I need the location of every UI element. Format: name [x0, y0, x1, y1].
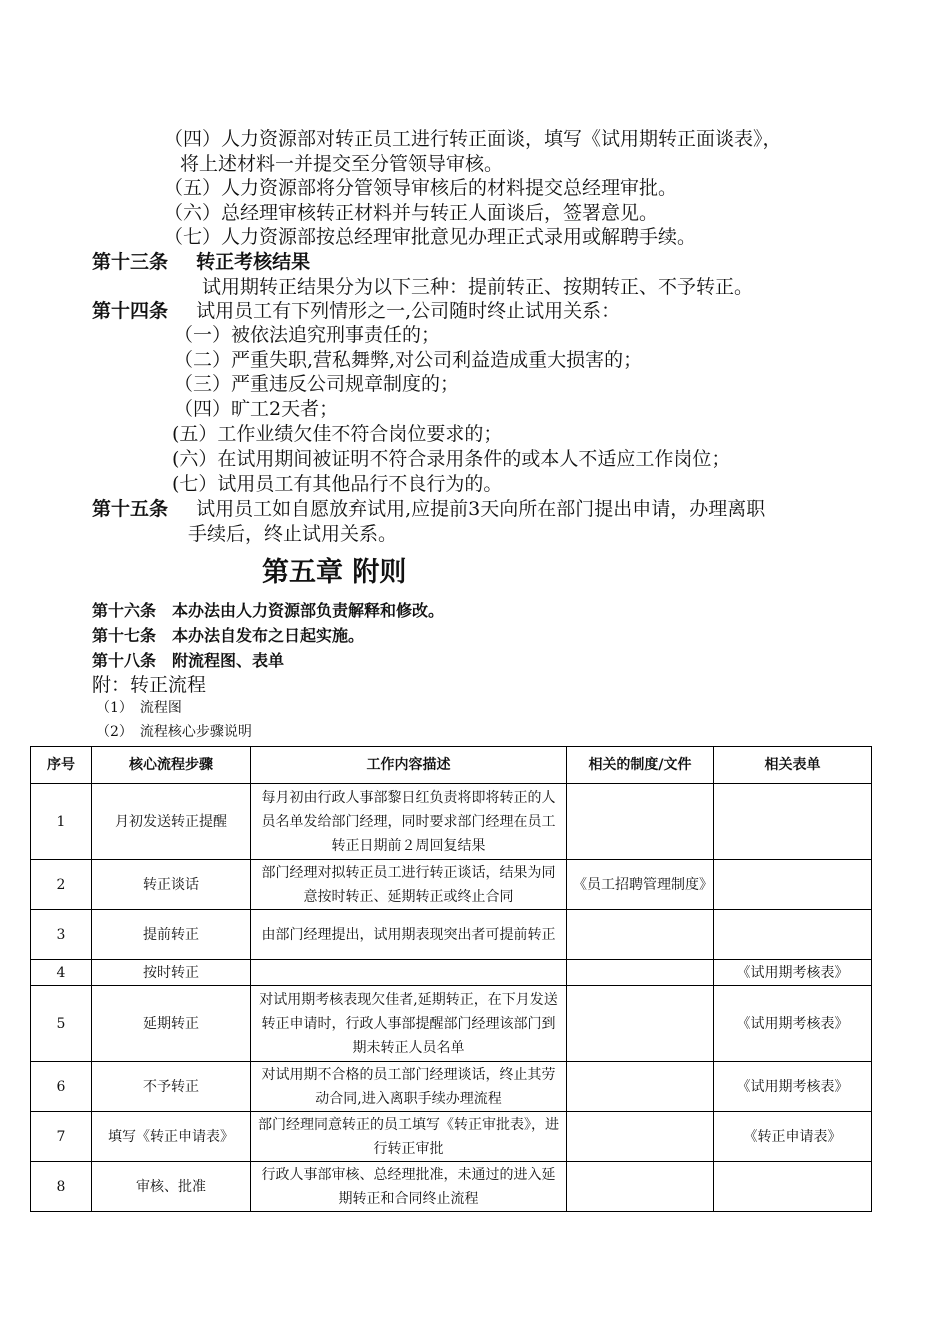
article-13-body: 试用期转正结果分为以下三种：提前转正、按期转正、不予转正。 — [202, 276, 754, 298]
cell-desc: 行政人事部审核、总经理批准，未通过的进入延期转正和合同终止流程 — [251, 1162, 567, 1212]
cell-step: 按时转正 — [92, 960, 251, 986]
article-13-number: 第十三条 — [92, 251, 169, 273]
cell-no: 6 — [31, 1062, 92, 1112]
header-doc: 相关的制度/文件 — [567, 747, 714, 784]
cell-no: 8 — [31, 1162, 92, 1212]
cell-desc: 每月初由行政人事部黎日红负责将即将转正的人员名单发给部门经理，同时要求部门经理在员工转正日期前２周回复结果 — [251, 784, 567, 860]
table-row — [31, 860, 872, 910]
cell-step: 填写《转正申请表》 — [92, 1112, 251, 1162]
clause-4-line2: 将上述材料一并提交至分管领导审核。 — [180, 153, 504, 175]
cell-doc — [567, 910, 714, 960]
cell-doc — [567, 1162, 714, 1212]
cell-doc — [567, 784, 714, 860]
cell-form — [714, 860, 872, 910]
article-18: 第十八条 附流程图、表单 — [92, 651, 285, 670]
article-14-item-4: （四）旷工2天者； — [174, 398, 339, 420]
article-14-heading — [92, 299, 620, 323]
cell-desc: 部门经理同意转正的员工填写《转正审批表》，进行转正审批 — [251, 1112, 567, 1162]
cell-doc — [567, 986, 714, 1062]
cell-no: 2 — [31, 860, 92, 910]
appendix-sub-2: （2） 流程核心步骤说明 — [96, 724, 252, 740]
cell-form: 《试用期考核表》 — [714, 960, 872, 986]
appendix-sub-1: （1） 流程图 — [96, 700, 182, 716]
cell-no: 5 — [31, 986, 92, 1062]
cell-no: 7 — [31, 1112, 92, 1162]
chapter-heading: 第五章 附则 — [262, 557, 407, 588]
article-14-item-5: (五）工作业绩欠佳不符合岗位要求的； — [172, 423, 503, 445]
article-14-text: 试用员工有下列情形之一,公司随时终止试用关系： — [196, 300, 621, 322]
article-16: 第十六条 本办法由人力资源部负责解释和修改。 — [92, 601, 445, 620]
header-form: 相关表单 — [714, 747, 872, 784]
article-13-heading — [92, 250, 310, 274]
cell-form — [714, 910, 872, 960]
article-14-item-7: (七）试用员工有其他品行不良行为的。 — [172, 473, 503, 495]
table-row — [31, 784, 872, 860]
cell-doc — [567, 960, 714, 986]
article-15-text-cont: 手续后，终止试用关系。 — [188, 523, 398, 545]
cell-doc — [567, 1112, 714, 1162]
cell-step: 不予转正 — [92, 1062, 251, 1112]
appendix-title: 附：转正流程 — [92, 674, 207, 696]
article-15-number: 第十五条 — [92, 498, 169, 520]
cell-form — [714, 1162, 872, 1212]
cell-step: 提前转正 — [92, 910, 251, 960]
table-row — [31, 960, 872, 986]
cell-step: 延期转正 — [92, 986, 251, 1062]
cell-no: 4 — [31, 960, 92, 986]
cell-no: 1 — [31, 784, 92, 860]
cell-doc: 《员工招聘管理制度》 — [567, 860, 714, 910]
cell-desc: 部门经理对拟转正员工进行转正谈话，结果为同意按时转正、延期转正或终止合同 — [251, 860, 567, 910]
table-row — [31, 1112, 872, 1162]
clause-5: （五）人力资源部将分管领导审核后的材料提交总经理审批。 — [164, 177, 678, 199]
article-15-text: 试用员工如自愿放弃试用,应提前3天向所在部门提出申请，办理离职 — [196, 498, 766, 520]
article-14-item-3: （三）严重违反公司规章制度的； — [174, 373, 460, 395]
process-steps-table — [30, 746, 872, 1212]
clause-4-line1: （四）人力资源部对转正员工进行转正面谈，填写《试用期转正面谈表》， — [164, 128, 782, 150]
article-15-heading — [92, 497, 765, 521]
article-14-item-2: （二）严重失职,营私舞弊,对公司利益造成重大损害的； — [174, 349, 643, 371]
article-14-number: 第十四条 — [92, 300, 169, 322]
table-row — [31, 910, 872, 960]
table-header-row — [31, 747, 872, 784]
cell-desc — [251, 960, 567, 986]
article-13-title: 转正考核结果 — [196, 251, 311, 273]
cell-form: 《试用期考核表》 — [714, 1062, 872, 1112]
cell-desc: 对试用期不合格的员工部门经理谈话，终止其劳动合同,进入离职手续办理流程 — [251, 1062, 567, 1112]
header-step: 核心流程步骤 — [92, 747, 251, 784]
clause-7: （七）人力资源部按总经理审批意见办理正式录用或解聘手续。 — [164, 226, 697, 248]
article-14-item-1: （一）被依法追究刑事责任的； — [174, 324, 441, 346]
header-desc: 工作内容描述 — [251, 747, 567, 784]
table-row — [31, 1162, 872, 1212]
table-row — [31, 1062, 872, 1112]
cell-form: 《试用期考核表》 — [714, 986, 872, 1062]
cell-doc — [567, 1062, 714, 1112]
table-row — [31, 986, 872, 1062]
header-no: 序号 — [31, 747, 92, 784]
cell-form: 《转正申请表》 — [714, 1112, 872, 1162]
cell-no: 3 — [31, 910, 92, 960]
article-17: 第十七条 本办法自发布之日起实施。 — [92, 626, 365, 645]
article-14-item-6: (六）在试用期间被证明不符合录用条件的或本人不适应工作岗位； — [172, 448, 731, 470]
cell-form — [714, 784, 872, 860]
cell-step: 审核、批准 — [92, 1162, 251, 1212]
cell-step: 月初发送转正提醒 — [92, 784, 251, 860]
clause-6: （六）总经理审核转正材料并与转正人面谈后，签署意见。 — [164, 202, 659, 224]
cell-step: 转正谈话 — [92, 860, 251, 910]
cell-desc: 由部门经理提出，试用期表现突出者可提前转正 — [251, 910, 567, 960]
cell-desc: 对试用期考核表现欠佳者,延期转正，在下月发送转正申请时，行政人事部提醒部门经理该部门到期未转正人员名单 — [251, 986, 567, 1062]
